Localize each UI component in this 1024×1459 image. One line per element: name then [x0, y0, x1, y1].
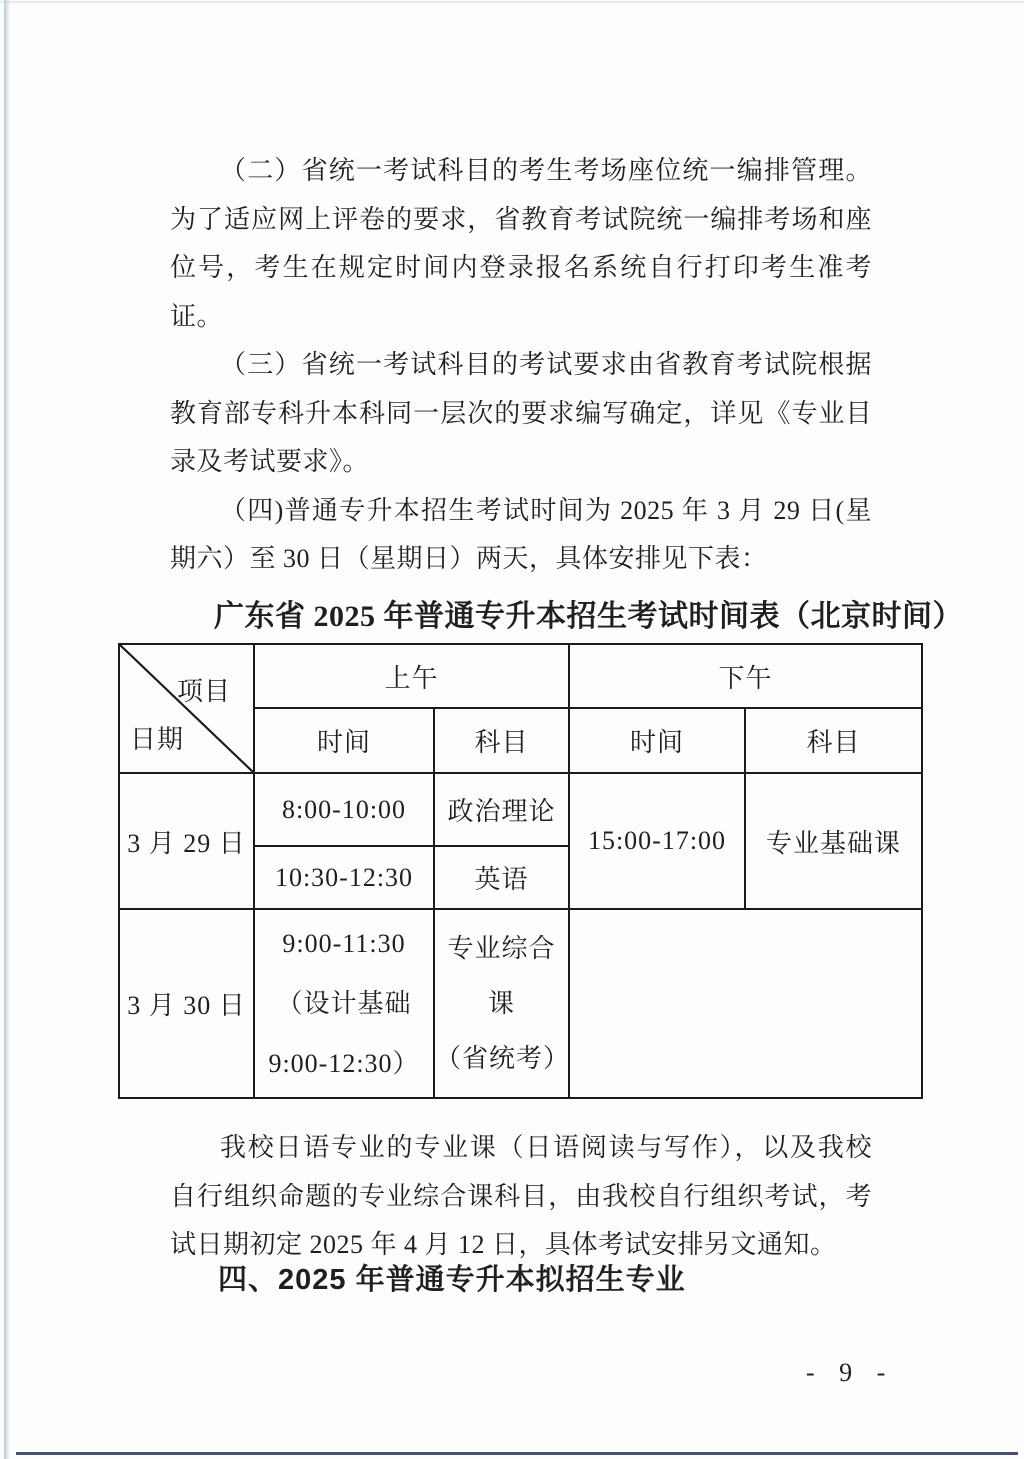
header-afternoon: 下午: [569, 644, 922, 708]
time-cell-pm: 15:00-17:00: [569, 773, 745, 909]
paragraph-line: 为了适应网上评卷的要求，省教育考试院统一编排考场和座: [170, 204, 872, 234]
paragraph-line: 录及考试要求》。: [170, 447, 370, 476]
scan-edge-bottom: [16, 1452, 1018, 1455]
paragraph-line: 自行组织命题的专业综合课科目，由我校自行组织考试，考: [170, 1181, 872, 1211]
paragraph-line: （三）省统一考试科目的考试要求由省教育考试院根据: [220, 350, 872, 379]
time-cell-multiline: [254, 909, 434, 1098]
paragraph-line: （四)普通专升本招生考试时间为 2025 年 3 月 29 日(星: [220, 495, 872, 525]
paragraph-line: 证。: [170, 301, 224, 331]
time-cell: 10:30-12:30: [254, 846, 434, 909]
subject-line: 专业综合课: [447, 934, 556, 1018]
paragraph-line: 位号，考生在规定时间内登录报名系统自行打印考生准考: [170, 253, 872, 282]
section-heading-4: 四、2025 年普通专升本拟招生专业: [218, 1264, 686, 1296]
empty-pm-cell: [569, 909, 922, 1098]
time-line: （设计基础: [276, 988, 412, 1018]
header-subject-am: 科目: [434, 708, 569, 773]
subject-cell-pm: 专业基础课: [745, 773, 922, 909]
date-cell-mar29: 3 月 29 日: [119, 773, 254, 909]
time-line: 9:00-12:30）: [268, 1048, 420, 1078]
header-subject-pm: 科目: [745, 708, 922, 773]
body-text-block: [170, 147, 872, 584]
paragraph-line: 试日期初定 2025 年 4 月 12 日，具体考试安排另文通知。: [170, 1230, 837, 1259]
paragraph-line: 教育部专科升本科同一层次的要求编写确定，详见《专业目: [170, 398, 872, 428]
scan-edge-left: [4, 0, 10, 1459]
paragraph-line: （二）省统一考试科目的考生考场座位统一编排管理。: [220, 156, 872, 185]
subject-cell-multiline: [434, 909, 569, 1098]
exam-timetable: [118, 643, 923, 1099]
header-time-pm: 时间: [569, 708, 745, 773]
time-line: 9:00-11:30: [282, 928, 406, 958]
corner-header-cell: [119, 644, 254, 773]
exam-timetable-title: 广东省 2025 年普通专升本招生考试时间表（北京时间）: [214, 600, 963, 633]
subject-cell: 政治理论: [434, 773, 569, 846]
body-text-block-after-table: [170, 1124, 872, 1270]
time-cell: 8:00-10:00: [254, 773, 434, 846]
page-number: - 9 -: [806, 1358, 895, 1387]
corner-label-item: 项目: [176, 677, 231, 706]
subject-cell: 英语: [434, 846, 569, 909]
corner-label-date: 日期: [130, 725, 185, 754]
paragraph-line: 期六）至 30 日（星期日）两天，具体安排见下表：: [170, 544, 768, 573]
header-time-am: 时间: [254, 708, 434, 773]
header-morning: 上午: [254, 644, 569, 708]
paragraph-line: 我校日语专业的专业课（日语阅读与写作），以及我校: [220, 1133, 872, 1162]
date-cell-mar30: 3 月 30 日: [119, 909, 254, 1098]
subject-line: （省统考）: [435, 1044, 571, 1073]
scan-edge-top: [0, 1, 1024, 4]
